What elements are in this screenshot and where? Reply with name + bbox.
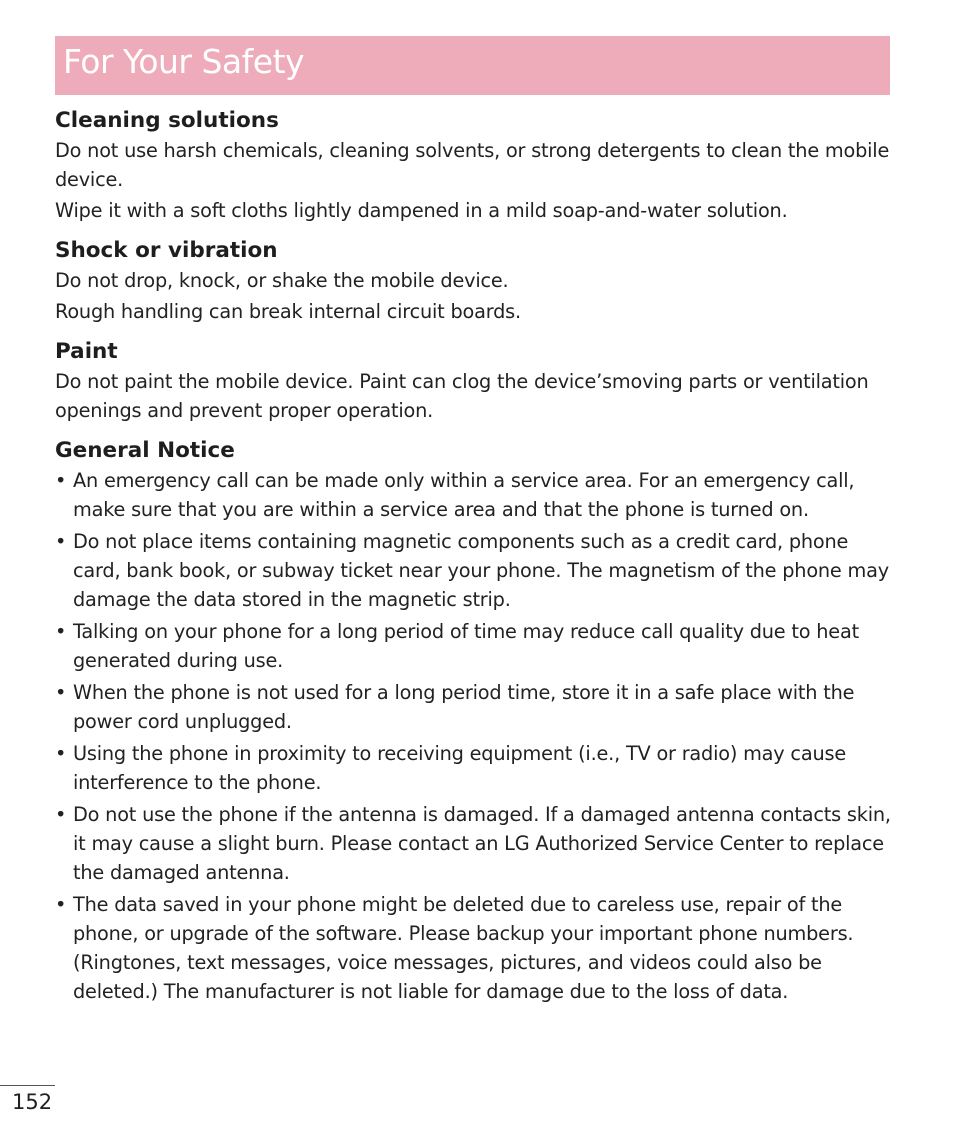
list-item bbox=[55, 800, 895, 887]
header-banner bbox=[55, 36, 890, 95]
page-title: For Your Safety bbox=[63, 42, 305, 81]
section-general-notice bbox=[55, 436, 895, 1006]
page-content bbox=[55, 106, 895, 1006]
list-item-text: When the phone is not used for a long period time, store it in a safe place with the power cord unplugged. bbox=[73, 681, 855, 733]
section-cleaning-solutions bbox=[55, 106, 895, 225]
list-item bbox=[55, 466, 895, 524]
section-heading: Paint bbox=[55, 339, 118, 364]
list-item-text: Do not place items containing magnetic components such as a credit card, phone card, bank book, or subway ticket near your phone. The magnetism of the phone may damage the data stored in the magnetic strip. bbox=[73, 530, 889, 611]
section-heading: General Notice bbox=[55, 438, 235, 463]
list-item bbox=[55, 890, 895, 1006]
list-item-text: An emergency call can be made only within a service area. For an emergency call, make sure that you are within a service area and that the phone is turned on. bbox=[73, 469, 855, 521]
bullet-icon: • bbox=[55, 893, 67, 916]
bullet-icon: • bbox=[55, 530, 67, 553]
list-item bbox=[55, 739, 895, 797]
bullet-icon: • bbox=[55, 681, 67, 704]
section-shock-or-vibration bbox=[55, 236, 895, 326]
list-item-text: Talking on your phone for a long period of time may reduce call quality due to heat generated during use. bbox=[73, 620, 859, 672]
list-item bbox=[55, 678, 895, 736]
page-number-divider bbox=[0, 1085, 55, 1086]
paragraph: Do not drop, knock, or shake the mobile device. bbox=[55, 269, 509, 292]
page-number: 152 bbox=[12, 1090, 53, 1114]
list-item bbox=[55, 617, 895, 675]
bullet-icon: • bbox=[55, 469, 67, 492]
section-heading: Shock or vibration bbox=[55, 238, 278, 263]
paragraph: Wipe it with a soft cloths lightly dampened in a mild soap-and-water solution. bbox=[55, 199, 788, 222]
list-item-text: Using the phone in proximity to receiving equipment (i.e., TV or radio) may cause interference to the phone. bbox=[73, 742, 846, 794]
bullet-icon: • bbox=[55, 620, 67, 643]
bullet-icon: • bbox=[55, 803, 67, 826]
paragraph: Rough handling can break internal circuit boards. bbox=[55, 300, 521, 323]
list-item-text: The data saved in your phone might be deleted due to careless use, repair of the phone, or upgrade of the software. Please backup your important phone numbers. (Ringtones, text messages, voice messages, pictures, and videos could also be deleted.) The manufacturer is not liable for damage due to the loss of data. bbox=[73, 893, 854, 1003]
list-item-text: Do not use the phone if the antenna is damaged. If a damaged antenna contacts skin, it may cause a slight burn. Please contact an LG Authorized Service Center to replace the damaged antenna. bbox=[73, 803, 891, 884]
bullet-icon: • bbox=[55, 742, 67, 765]
bullet-list bbox=[55, 466, 895, 1006]
list-item bbox=[55, 527, 895, 614]
paragraph: Do not use harsh chemicals, cleaning solvents, or strong detergents to clean the mobile device. bbox=[55, 139, 890, 191]
section-paint bbox=[55, 337, 895, 425]
paragraph: Do not paint the mobile device. Paint can clog the device’smoving parts or ventilation openings and prevent proper operation. bbox=[55, 370, 869, 422]
section-heading: Cleaning solutions bbox=[55, 108, 279, 133]
